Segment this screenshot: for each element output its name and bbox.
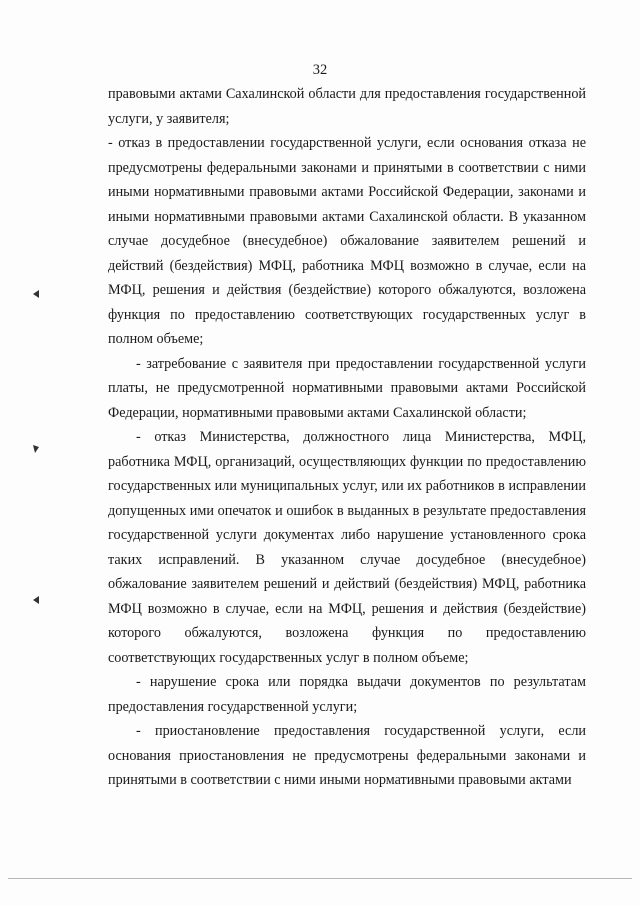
scan-mark-icon <box>32 444 40 454</box>
page-number: 32 <box>312 62 328 78</box>
paragraph-suspension-grounds: - приостановление предоставления государственной услуги, если основания приостановления не предусмотрены федеральными законами и принятыми в соответствии с ними иными нормативными правовыми актами <box>108 723 586 788</box>
paragraph-issuance-violation: - нарушение срока или порядка выдачи документов по результатам предоставления государственной услуги; <box>108 674 586 715</box>
document-body <box>108 82 586 793</box>
paragraph-continuation: правовыми актами Сахалинской области для предоставления государственной услуги, у заявителя; <box>108 86 586 127</box>
scan-edge-line <box>8 878 632 879</box>
paragraph-refusal-grounds: - отказ в предоставлении государственной услуги, если основания отказа не предусмотрены федеральными законами и принятыми в соответствии с ними иными нормативными правовыми актами Российской Федерации, законами и иными нормативными правовыми актами Сахалинской области. В указанном случае досудебное (внесудебное) обжалование заявителем решений и действий (бездействия) МФЦ, работника МФЦ возможно в случае, если на МФЦ, решения и действия (бездействие) которого обжалуются, возложена функция по предоставлению соответствующих государственных услуг в полном объеме; <box>108 135 586 347</box>
paragraph-correction-refusal: - отказ Министерства, должностного лица Министерства, МФЦ, работника МФЦ, организаций, осуществляющих функции по предоставлению государственных или муниципальных услуг, или их работников в исправлении допущенных ими опечаток и ошибок в выданных в результате предоставления государственной услуги документах либо нарушение установленного срока таких исправлений. В указанном случае досудебное (внесудебное) обжалование заявителем решений и действий (бездействия) МФЦ, работника МФЦ возможно в случае, если на МФЦ, решения и действия (бездействие) которого обжалуются, возложена функция по предоставлению соответствующих государственных услуг в полном объеме; <box>108 429 586 666</box>
scan-mark-icon <box>32 289 40 299</box>
paragraph-fee-demand: - затребование с заявителя при предоставлении государственной услуги платы, не предусмотренной нормативными правовыми актами Российской Федерации, нормативными правовыми актами Сахалинской области; <box>108 355 586 421</box>
scan-mark-icon <box>32 595 40 605</box>
